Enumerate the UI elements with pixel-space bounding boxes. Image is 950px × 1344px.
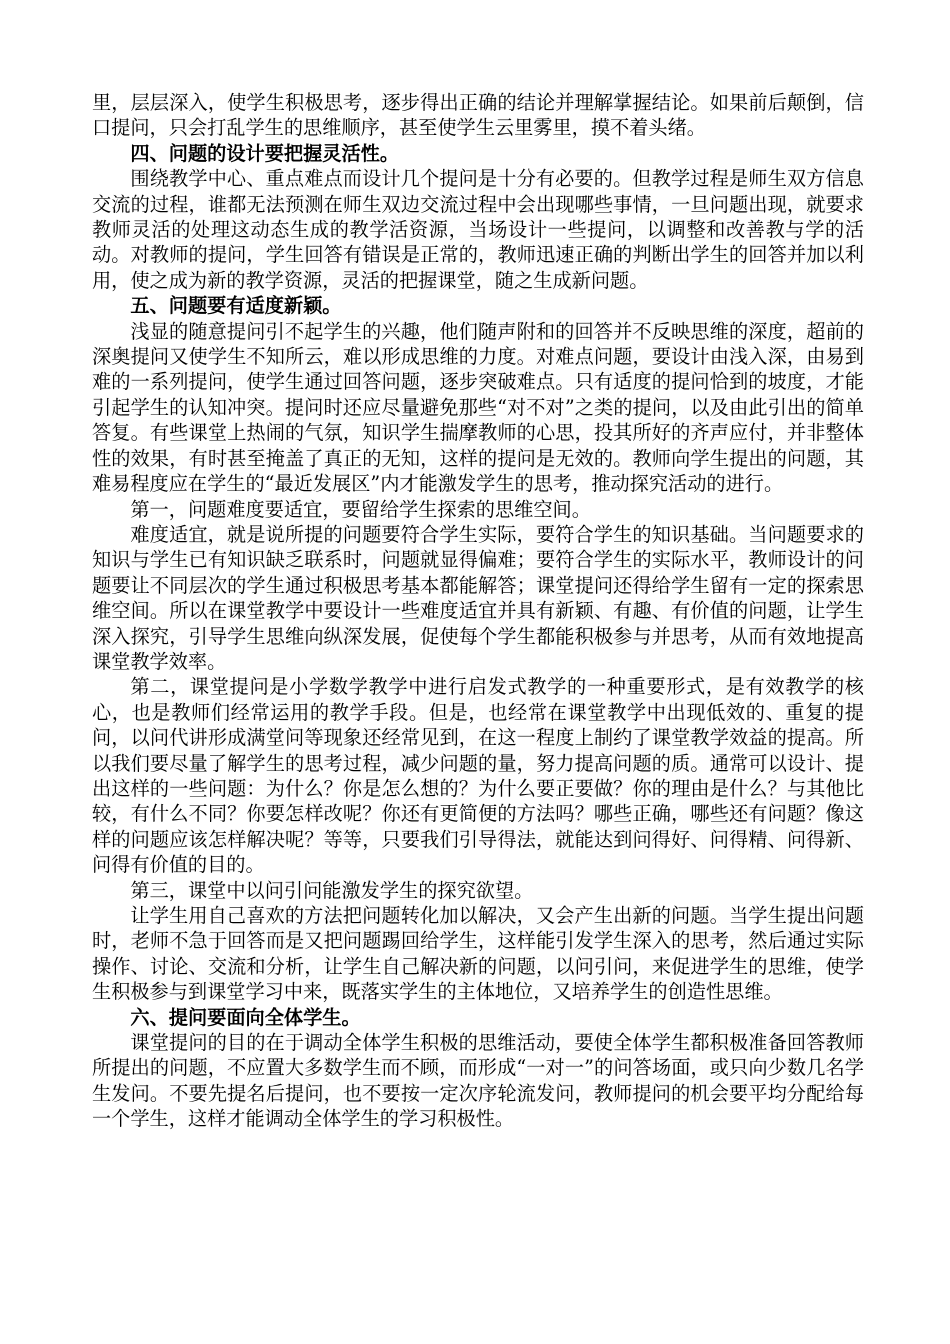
paragraph: 难度适宜，就是说所提的问题要符合学生实际，要符合学生的知识基础。当问题要求的知识与学生已有知识缺乏联系时，问题就显得偏难；要符合学生的实际水平，教师设计的问题要让不同层次的学生通过积极思考基本都能解答；课堂提问还得给学生留有一定的探索思维空间。所以在课堂教学中要设计一些难度适宜并具有新颖、有趣、有价值的问题，让学生深入探究，引导学生思维向纵深发展，促使每个学生都能积极参与并思考，从而有效地提高课堂教学效率。 xyxy=(92,522,864,673)
section-heading-5: 五、问题要有适度新颖。 xyxy=(130,294,342,318)
section-heading-6: 六、提问要面向全体学生。 xyxy=(130,1005,361,1029)
paragraph: 第一，问题难度要适宜，要留给学生探索的思维空间。 xyxy=(130,497,591,521)
paragraph: 让学生用自己喜欢的方法把问题转化加以解决，又会产生出新的问题。当学生提出问题时，老师不急于回答而是又把问题踢回给学生，这样能引发学生深入的思考，然后通过实际操作、讨论、交流和分析，让学生自己解决新的问题，以问引问，来促进学生的思维，使学生积极参与到课堂学习中来，既落实学生的主体地位，又培养学生的创造性思维。 xyxy=(92,904,864,1004)
paragraph: 围绕教学中心、重点难点而设计几个提问是十分有必要的。但教学过程是师生双方信息交流的过程，谁都无法预测在师生双边交流过程中会出现哪些事情，一旦问题出现，就要求教师灵活的处理这动态生成的教学活资源，当场设计一些提问，以调整和改善教与学的活动。对教师的提问，学生回答有错误是正常的，教师迅速正确的判断出学生的回答并加以利用，使之成为新的教学资源，灵活的把握课堂，随之生成新问题。 xyxy=(92,167,864,292)
paragraph: 第二，课堂提问是小学数学教学中进行启发式教学的一种重要形式，是有效教学的核心，也是教师们经常运用的教学手段。但是，也经常在课堂教学中出现低效的、重复的提问，以问代讲形成满堂问等现象还经常见到，在这一程度上制约了课堂教学效益的提高。所以我们要尽量了解学生的思考过程，减少问题的量，努力提高问题的质。通常可以设计、提出这样的一些问题：为什么？你是怎么想的？为什么要正要做？你的理由是什么？与其他比较，有什么不同？你要怎样改呢？你还有更简便的方法吗？哪些正确，哪些还有问题？像这样的问题应该怎样解决呢？等等，只要我们引导得法，就能达到问得好、问得精、问得新、问得有价值的目的。 xyxy=(92,675,864,877)
paragraph: 第三，课堂中以问引问能激发学生的探究欲望。 xyxy=(130,878,534,902)
paragraph: 课堂提问的目的在于调动全体学生积极的思维活动，要使全体学生都积极准备回答教师所提出的问题，不应置大多数学生而不顾，而形成“一对一”的问答场面，或只向少数几名学生发问。不要先提名后提问，也不要按一定次序轮流发问，教师提问的机会要平均分配给每一个学生，这样才能调动全体学生的学习积极性。 xyxy=(92,1031,864,1131)
paragraph: 浅显的随意提问引不起学生的兴趣，他们随声附和的回答并不反映思维的深度，超前的深奥提问又使学生不知所云，难以形成思维的力度。对难点问题，要设计由浅入深，由易到难的一系列提问，使学生通过回答问题，逐步突破难点。只有适度的提问恰到的坡度，才能引起学生的认知冲突。提问时还应尽量避免那些“对不对”之类的提问，以及由此引出的简单答复。有些课堂上热闹的气氛，知识学生揣摩教师的心思，投其所好的齐声应付，并非整体性的效果，有时甚至掩盖了真正的无知，这样的提问是无效的。教师向学生提出的问题，其难易程度应在学生的“最近发展区”内才能激发学生的思考，推动探究活动的进行。 xyxy=(92,319,864,496)
document-page xyxy=(92,90,864,1132)
section-heading-4: 四、问题的设计要把握灵活性。 xyxy=(130,141,400,165)
paragraph-continuation: 里，层层深入，使学生积极思考，逐步得出正确的结论并理解掌握结论。如果前后颠倒，信口提问，只会打乱学生的思维顺序，甚至使学生云里雾里，摸不着头绪。 xyxy=(92,91,864,140)
